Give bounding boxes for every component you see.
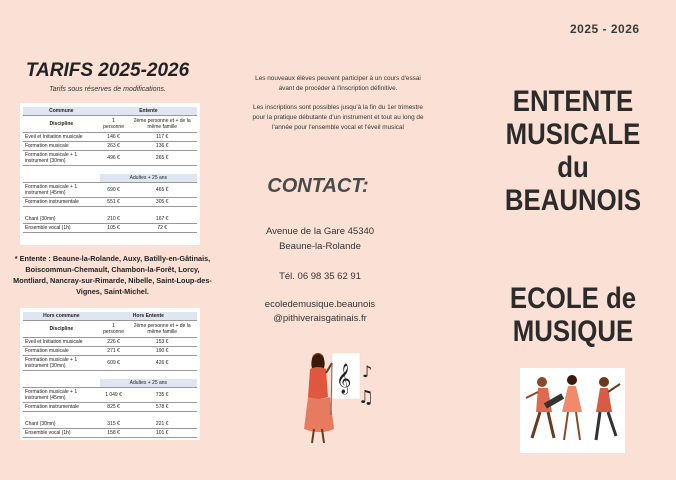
table-row [23, 347, 197, 356]
row-price-second: 101 € [127, 429, 197, 438]
col-discipline: Discipline [23, 116, 100, 133]
row-price-one: 825 € [100, 403, 128, 412]
title-line-du: du [557, 151, 589, 184]
title-line-beaunois: BEAUNOIS [504, 184, 642, 217]
row-label: Formation instrumentale [23, 403, 100, 412]
col-discipline: Discipline [23, 321, 100, 338]
row-price-one: 1 049 € [100, 388, 128, 403]
row-price-one: 105 € [100, 224, 128, 233]
row-label: Eveil et Initiation musicale [23, 133, 100, 142]
svg-text:♪: ♪ [362, 362, 373, 381]
row-price-one: 315 € [100, 420, 128, 429]
tarifs-table-commune [20, 103, 200, 245]
row-label: Formation instrumentale [23, 198, 100, 207]
table-row [23, 142, 197, 151]
adult-label: Adultes + 25 ans [100, 379, 197, 388]
address-line-2: Beaune-la-Rolande [279, 241, 361, 252]
row-price-second: 465 € [127, 183, 197, 198]
table-head-left: Commune [23, 107, 100, 116]
row-label: Formation musicale [23, 142, 100, 151]
row-price-one: 146 € [100, 133, 128, 142]
row-price-one: 226 € [100, 338, 128, 347]
contact-title: CONTACT: [267, 175, 369, 197]
table-row [23, 133, 197, 142]
row-price-second: 426 € [127, 356, 197, 371]
table-row [23, 403, 197, 412]
row-price-second: 117 € [127, 133, 197, 142]
tarifs-title: TARIFS 2025-2026 [25, 60, 190, 81]
table-row [23, 420, 197, 429]
row-price-one: 690 € [100, 183, 128, 198]
row-price-one: 158 € [100, 429, 128, 438]
row-label: Formation musicale + 1 instrument (45mn) [23, 388, 100, 403]
address-line-1: Avenue de la Gare 45340 [265, 226, 375, 237]
title-line-entente: ENTENTE [512, 85, 634, 118]
row-price-second: 72 € [127, 224, 197, 233]
row-label: Ensemble vocal (1h) [23, 224, 100, 233]
info-registration: Les inscriptions sont possibles jusqu'à la fin du 1er trimestre pour la pratique débutante d'un instrument et tout au long de l'année pour l'ensemble vocal et l'éveil musical [252, 104, 424, 131]
title-line-ecole: ECOLE de [509, 282, 637, 315]
col-second-person: 2ème personne et + de la même famille [127, 116, 197, 133]
table-row [23, 338, 197, 347]
row-price-second: 578 € [127, 403, 197, 412]
table-head-right: Hors Entente [100, 312, 197, 321]
row-label: Ensemble vocal (1h) [23, 429, 100, 438]
table-row [23, 198, 197, 207]
row-price-second: 190 € [127, 347, 197, 356]
row-label: Chant (30mn) [23, 215, 100, 224]
row-label: Formation musicale + 1 instrument (30mn) [23, 151, 100, 166]
col-one-person: 1 personne [100, 321, 128, 338]
tarifs-table-hors-commune [20, 308, 200, 440]
table-row [23, 388, 197, 403]
row-price-second: 735 € [127, 388, 197, 403]
row-price-second: 136 € [127, 142, 197, 151]
table-row [23, 215, 197, 224]
row-price-second: 265 € [127, 151, 197, 166]
row-price-second: 305 € [127, 198, 197, 207]
row-price-second: 153 € [127, 338, 197, 347]
svg-text:𝄞: 𝄞 [336, 364, 352, 394]
school-type-block [491, 282, 654, 348]
svg-text:♫: ♫ [358, 387, 375, 408]
email-line-1: ecoledemusique.beaunois [264, 299, 376, 310]
info-trial: Les nouveaux élèves peuvent participer à un cours d'essai avant de procéder à l'inscription définitive. [255, 75, 421, 92]
tarifs-subtitle: Tarifs sous réserves de modifications. [49, 86, 166, 93]
title-line-musicale: MUSICALE [505, 118, 641, 151]
row-price-one: 609 € [100, 356, 128, 371]
col-one-person: 1 personne [100, 116, 128, 133]
row-label: Formation musicale + 1 instrument (30mn) [23, 356, 100, 371]
table-head-right: Entente [100, 107, 197, 116]
phone: Tél. 06 98 35 62 91 [279, 271, 361, 282]
table-row [23, 356, 197, 371]
col-second-person: 2ème personne et + de la même famille [127, 321, 197, 338]
table-commune [23, 107, 197, 233]
row-price-second: 167 € [127, 215, 197, 224]
table-head-left: Hors commune [23, 312, 100, 321]
entente-note: * Entente : Beaune-la-Rolande, Auxy, Batilly-en-Gâtinais, Boiscommun-Chemault, Chambon-la-Forêt, Lorcy, Montliard, Nancray-sur-Rimarde, Nibelle, Saint-Loup-des-Vignes, Saint-Michel. [13, 254, 212, 296]
table-row [23, 151, 197, 166]
table-row [23, 183, 197, 198]
school-year: 2025 - 2026 [570, 22, 640, 36]
table-hors-commune [23, 312, 197, 438]
table-row [23, 224, 197, 233]
email-line-2: @pithiveraisgatinais.fr [273, 313, 367, 324]
row-price-one: 551 € [100, 198, 128, 207]
row-label: Eveil et Initiation musicale [23, 338, 100, 347]
adult-label: Adultes + 25 ans [100, 174, 197, 183]
row-price-one: 496 € [100, 151, 128, 166]
title-line-musique: MUSIQUE [512, 315, 634, 348]
row-price-one: 271 € [100, 347, 128, 356]
table-row [23, 429, 197, 438]
row-price-second: 221 € [127, 420, 197, 429]
row-label: Formation musicale [23, 347, 100, 356]
row-label: Formation musicale + 1 instrument (45mn) [23, 183, 100, 198]
singer-illustration [296, 345, 386, 445]
row-price-one: 210 € [100, 215, 128, 224]
school-name-block [491, 85, 654, 217]
row-price-one: 263 € [100, 142, 128, 151]
row-label: Chant (30mn) [23, 420, 100, 429]
dancers-illustration [520, 368, 625, 453]
